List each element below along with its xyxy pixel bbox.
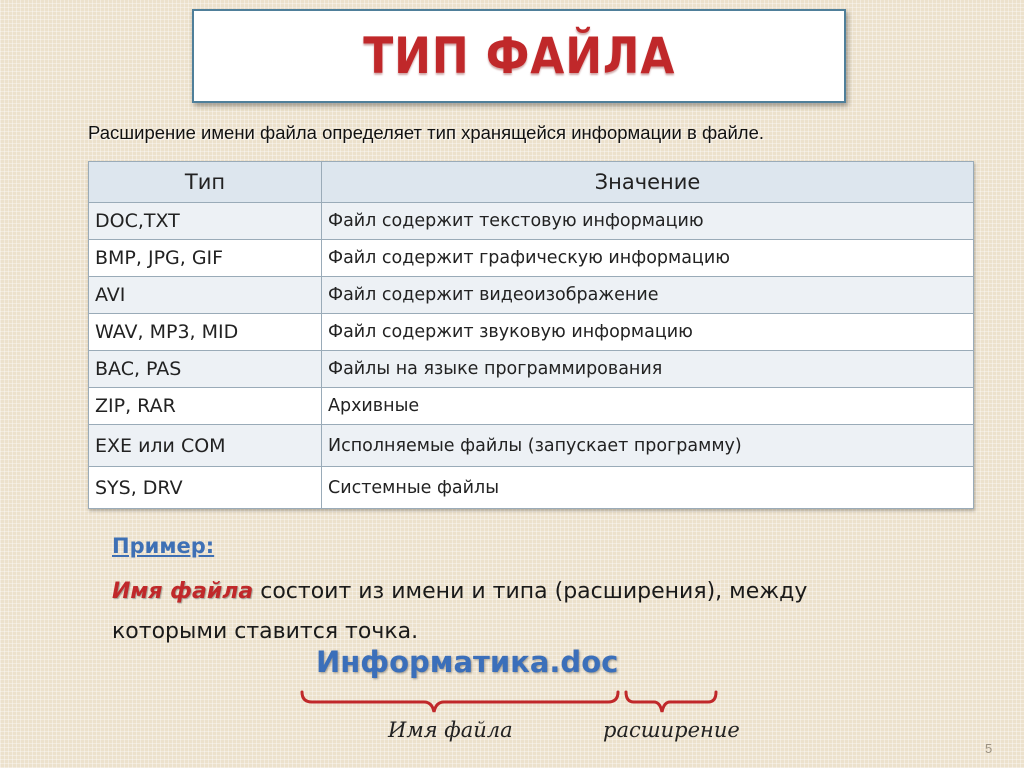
subtitle: Расширение имени файла определяет тип хранящейся информации в файле.: [88, 122, 765, 143]
meaning-cell: Системные файлы: [322, 467, 974, 509]
name-brace: [302, 692, 618, 712]
table-row: [89, 314, 974, 351]
meaning-cell: Архивные: [322, 388, 974, 425]
meaning-cell: Файл содержит графическую информацию: [322, 240, 974, 277]
meaning-cell: Исполняемые файлы (запускает программу): [322, 425, 974, 467]
meaning-cell: Файлы на языке программирования: [322, 351, 974, 388]
file-name-phrase: Имя файла: [112, 579, 254, 604]
slide-number: 5: [985, 741, 993, 756]
underbrace-graphic: [296, 682, 726, 722]
table-row: [89, 240, 974, 277]
type-cell: SYS, DRV: [89, 467, 322, 509]
table-row: [89, 467, 974, 509]
extension-brace: [626, 692, 716, 712]
slide-title: ТИП ФАЙЛА: [362, 27, 676, 85]
type-cell: WAV, MP3, MID: [89, 314, 322, 351]
table-header-row: [89, 162, 974, 203]
name-part-label: Имя файла: [388, 718, 513, 742]
extension-part-label: расширение: [603, 718, 740, 742]
table-row: [89, 277, 974, 314]
table-row: [89, 388, 974, 425]
example-text: [112, 572, 852, 652]
type-cell: BAC, PAS: [89, 351, 322, 388]
table-row: [89, 351, 974, 388]
file-type-table: [88, 161, 974, 509]
header-meaning: Значение: [322, 162, 974, 203]
header-type: Тип: [89, 162, 322, 203]
table-row: [89, 425, 974, 467]
example-sentence: состоит из имени и типа (расширения), между которыми ставится точка.: [112, 579, 808, 644]
table-row: [89, 203, 974, 240]
type-cell: DOC,TXT: [89, 203, 322, 240]
meaning-cell: Файл содержит текстовую информацию: [322, 203, 974, 240]
type-cell: ZIP, RAR: [89, 388, 322, 425]
example-filename: Информатика.doc: [316, 645, 619, 679]
type-cell: BMP, JPG, GIF: [89, 240, 322, 277]
type-cell: EXE или COM: [89, 425, 322, 467]
example-label: Пример:: [112, 534, 215, 558]
type-cell: AVI: [89, 277, 322, 314]
meaning-cell: Файл содержит видеоизображение: [322, 277, 974, 314]
title-box: [192, 9, 846, 103]
meaning-cell: Файл содержит звуковую информацию: [322, 314, 974, 351]
